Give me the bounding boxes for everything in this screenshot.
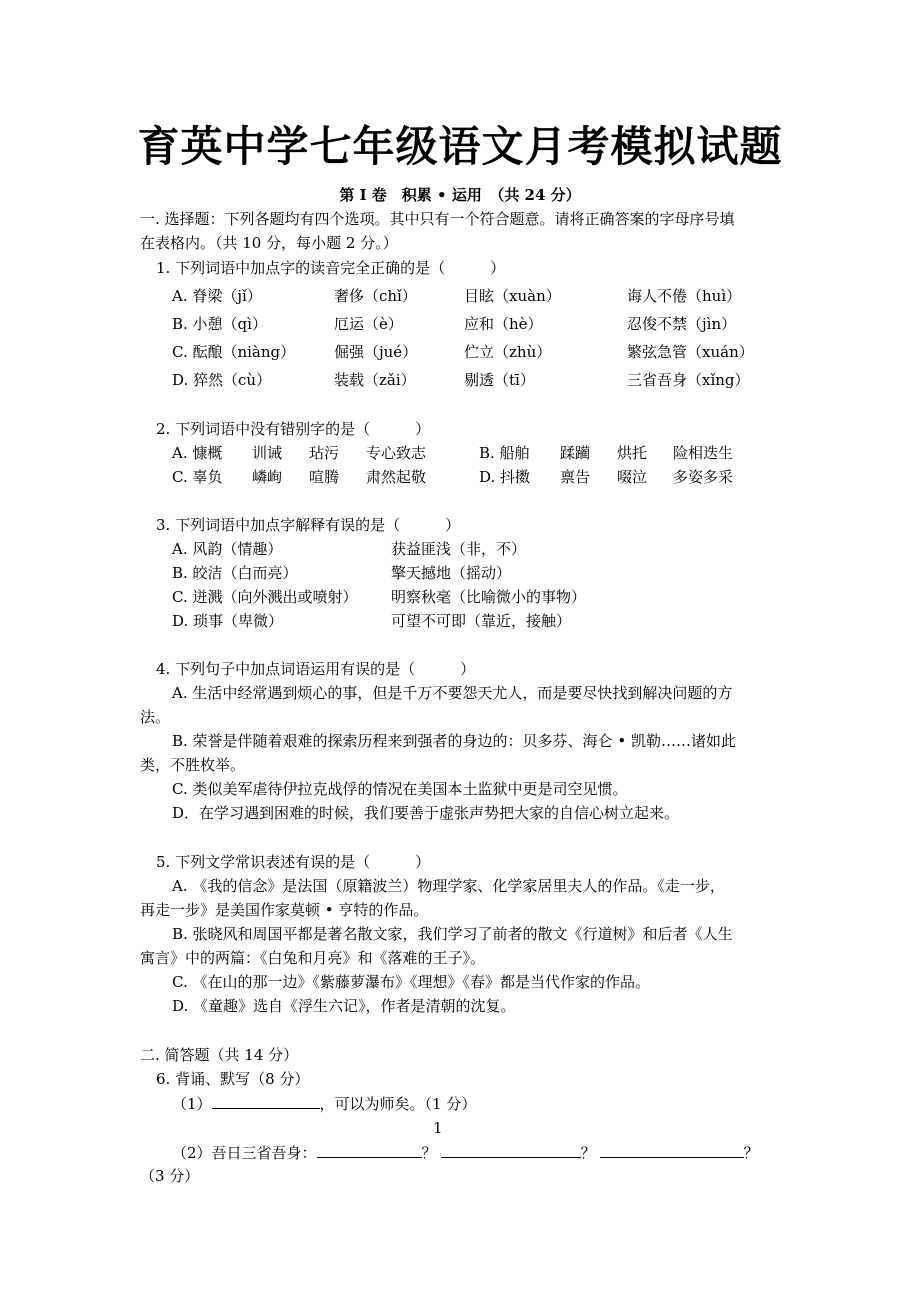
q2-word: D. 抖擞 (479, 468, 531, 486)
q1-option: 忍俊不禁（jìn） (627, 315, 737, 333)
q2-word: C. 辜负 (172, 468, 223, 486)
q1-option: 装载（zǎi） (334, 371, 416, 389)
q1-option: 伫立（zhù） (464, 343, 552, 361)
page-title: 育英中学七年级语文月考模拟试题 (137, 122, 783, 171)
q5-line: D. 《童趣》选自《浮生六记》，作者是清朝的沈复。 (172, 997, 516, 1015)
q3-option: D. 琐事（卑微） (172, 612, 284, 630)
q3-option: 擎天撼地（摇动） (391, 564, 512, 582)
q2-word: 蹂躏 (560, 444, 591, 462)
q4-line: C. 类似美军虐待伊拉克战俘的情况在美国本土监狱中更是司空见惯。 (172, 780, 628, 798)
q2-word: 烘托 (617, 444, 648, 462)
q6-stem: 6. 背诵、默写（8 分） (156, 1070, 310, 1088)
q4-stem: 4. 下列句子中加点词语运用有误的是（ ） (156, 660, 476, 678)
q1-option: 目眩（xuàn） (464, 287, 561, 305)
q1-option: B. 小憩（qì） (172, 315, 267, 333)
q5-stem: 5. 下列文学常识表述有误的是（ ） (156, 853, 431, 871)
q6-item1 (172, 1096, 476, 1112)
q4-line: D．在学习遇到困难的时候，我们要善于虚张声势把大家的自信心树立起来。 (172, 804, 680, 822)
q1-stem: 1. 下列词语中加点字的读音完全正确的是（ ） (156, 259, 506, 277)
q6-item2-sep: ？ (580, 1144, 596, 1162)
q1-option: 繁弦急管（xuán） (627, 343, 754, 361)
section1-intro-line2: 在表格内。（共 10 分，每小题 2 分。） (140, 234, 398, 252)
q4-line: 类，不胜枚举。 (140, 756, 246, 774)
q1-option: 诲人不倦（huì） (627, 287, 742, 305)
q2-word: 训诫 (252, 444, 283, 462)
q3-option: C. 迸溅（向外溅出或喷射） (172, 588, 358, 606)
q2-word: 禀告 (560, 468, 591, 486)
q4-line: 法。 (140, 708, 171, 726)
q1-option: 倔强（jué） (334, 343, 418, 361)
q6-item2-sep: ？ (743, 1144, 759, 1162)
page-number: 1 (433, 1119, 443, 1137)
q6-item1-answer-blank[interactable] (212, 1096, 320, 1109)
q2-word: A. 慷概 (172, 444, 223, 462)
q1-option: 三省吾身（xǐng） (627, 371, 750, 389)
q1-option: 厄运（è） (334, 315, 403, 333)
section2-heading: 二. 简答题（共 14 分） (140, 1046, 299, 1064)
q1-option: A. 脊梁（jǐ） (172, 287, 262, 305)
q2-word: 多姿多采 (673, 468, 734, 486)
q6-item2-answer-blank-2[interactable] (441, 1145, 581, 1158)
q4-line: A. 生活中经常遇到烦心的事，但是千万不要怨天尤人，而是要尽快找到解决问题的方 (172, 684, 733, 702)
q1-option: 应和（hè） (464, 315, 543, 333)
q2-word: 喧腾 (309, 468, 340, 486)
q4-line: B. 荣誉是伴随着艰难的探索历程来到强者的身边的：贝多芬、海仑 • 凯勒……诸如此 (172, 732, 736, 750)
paper-subtitle: 第 I 卷 积累 • 运用 （共 24 分） (339, 186, 581, 204)
q5-line: 再走一步》是美国作家莫顿 • 亨特的作品。 (140, 901, 429, 919)
q1-option: C. 酝酿（niàng） (172, 343, 296, 361)
q2-word: B. 船舶 (479, 444, 530, 462)
q6-item2-answer-blank-3[interactable] (600, 1145, 744, 1158)
q3-option: 可望不可即（靠近，接触） (391, 612, 572, 630)
q3-option: 明察秋毫（比喻微小的事物） (391, 588, 587, 606)
q3-option: A. 风韵（情趣） (172, 540, 283, 558)
q6-item2-answer-blank-1[interactable] (317, 1145, 422, 1158)
q6-item2-score: （3 分） (140, 1167, 200, 1185)
q6-item1-prefix: （1） (172, 1095, 212, 1113)
q2-word: 肃然起敬 (366, 468, 427, 486)
q6-item1-suffix: ，可以为师矣。（1 分） (319, 1095, 477, 1113)
q5-line: B. 张晓风和周国平都是著名散文家，我们学习了前者的散文《行道树》和后者《人生 (172, 925, 733, 943)
q2-stem: 2. 下列词语中没有错别字的是（ ） (156, 420, 431, 438)
q3-stem: 3. 下列词语中加点字解释有误的是（ ） (156, 516, 461, 534)
q2-word: 险相迭生 (673, 444, 734, 462)
q2-word: 玷污 (309, 444, 340, 462)
q6-item2-prefix: （2）吾日三省吾身： (172, 1144, 317, 1162)
q3-option: B. 皎洁（白而亮） (172, 564, 298, 582)
q1-option: D. 猝然（cù） (172, 371, 272, 389)
q3-option: 获益匪浅（非，不） (391, 540, 527, 558)
q5-line: A. 《我的信念》是法国（原籍波兰）物理学家、化学家居里夫人的作品。《走一步， (172, 877, 725, 895)
q2-word: 啜泣 (617, 468, 648, 486)
q6-item2 (172, 1145, 759, 1161)
q1-option: 剔透（tī） (464, 371, 535, 389)
q5-line: C. 《在山的那一边》《紫藤萝瀑布》《理想》《春》都是当代作家的作品。 (172, 973, 650, 991)
q5-line: 寓言》中的两篇：《白兔和月亮》和《落难的王子》。 (140, 949, 486, 967)
q2-word: 嶙峋 (252, 468, 283, 486)
q1-option: 奢侈（chǐ） (334, 287, 417, 305)
section1-intro-line1: 一. 选择题：下列各题均有四个选项。其中只有一个符合题意。请将正确答案的字母序号填 (140, 210, 735, 228)
q2-word: 专心致志 (366, 444, 427, 462)
q6-item2-sep: ？ (421, 1144, 437, 1162)
